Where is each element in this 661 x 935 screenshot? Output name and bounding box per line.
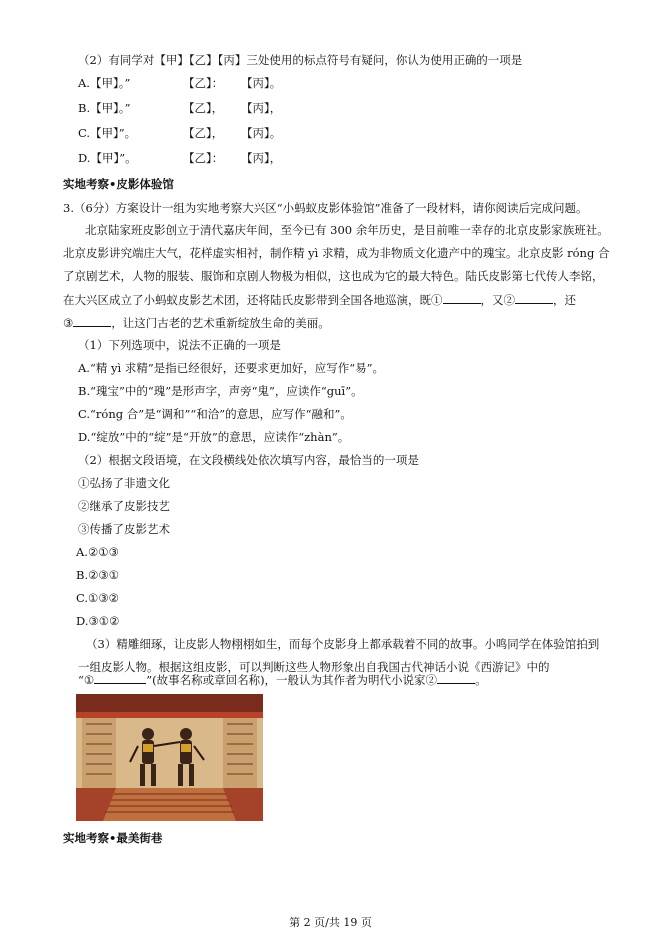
q2-a-1: A.【甲】。” — [78, 76, 131, 90]
q3-2-option-b: B.②③① — [76, 568, 120, 582]
q3-1-option-c: C.“róng 合”是“调和”“和洽”的意思，应写作“融和”。 — [78, 407, 352, 421]
q3-1-option-b: B.“瑰宝”中的“瑰”是形声字，声旁“鬼”，应读作“guī”。 — [78, 384, 363, 398]
q3-3-line-3a: “① — [78, 673, 95, 687]
shadow-puppet-illustration — [76, 694, 263, 821]
q3-2-option-d: D.③①② — [76, 614, 120, 628]
q3-2-stem: （2）根据文段语境，在文段横线处依次填写内容，最恰当的一项是 — [78, 453, 419, 467]
page-footer: 第 2 页/共 19 页 — [289, 916, 372, 929]
blank-marker-3: ③ — [63, 316, 74, 330]
q2-b-2: 【乙】， — [183, 101, 224, 115]
passage-end: ，还 — [553, 293, 576, 307]
q3-2-item-3: ③传播了皮影艺术 — [78, 522, 170, 536]
section-title-shadow-puppet: 实地考察•皮影体验馆 — [63, 177, 174, 191]
q2-d-2: 【乙】： — [183, 151, 224, 165]
q2-d-3: 【丙】， — [241, 151, 282, 165]
passage-line-2: 北京皮影讲究端庄大气，花样虚实相衬，制作精 yì 求精，成为非物质文化遗产中的瑰宝。北京皮影 róng 合 — [63, 246, 610, 260]
q3-1-option-d: D.“绽放”中的“绽”是“开放”的意思，应读作“zhàn”。 — [78, 430, 350, 444]
blank-marker-1: ① — [431, 293, 443, 307]
shadow-puppet-photo — [76, 694, 263, 821]
q3-3-line-2: 一组皮影人物。根据这组皮影，可以判断这些人物形象出自我国古代神话小说《西游记》中的 — [78, 660, 550, 674]
section-title-street: 实地考察•最美街巷 — [63, 831, 163, 845]
q2-c-1: C.【甲】”。 — [78, 126, 137, 140]
q2-c-3: 【丙】。 — [241, 126, 282, 140]
blank-1[interactable] — [443, 292, 481, 304]
q3-1-option-a: A.“精 yì 求精”是指已经很好，还要求更加好，应写作“易”。 — [78, 361, 384, 375]
q3-3-line-1: （3）精雕细琢，让皮影人物栩栩如生，而每个皮影身上都承载着不同的故事。小鸣同学在体验馆拍到 — [86, 637, 600, 651]
q2-b-3: 【丙】， — [241, 101, 282, 115]
q3-3-line-3b: ”(故事名称或章回名称)，一般认为其作者为明代小说家② — [146, 673, 438, 687]
passage-last: ，让这门古老的艺术重新绽放生命的美丽。 — [111, 316, 330, 330]
passage-line-4-text: 在大兴区成立了小蚂蚁皮影艺术团，还将陆氏皮影带到全国各地巡演，既 — [63, 293, 431, 307]
q3-3-blank-1[interactable] — [94, 672, 146, 684]
blank-marker-2: ② — [503, 293, 515, 307]
q3-3-blank-2[interactable] — [437, 672, 475, 684]
q3-2-item-2: ②继承了皮影技艺 — [78, 499, 170, 513]
question-3-header: 3.（6分）方案设计一组为实地考察大兴区“小蚂蚁皮影体验馆”准备了一段材料，请你阅读后完成问题。 — [63, 201, 588, 215]
blank-3[interactable] — [73, 315, 111, 327]
passage-line-5 — [63, 315, 330, 331]
passage-line-4 — [63, 292, 576, 308]
q2-a-2: 【乙】： — [183, 76, 224, 90]
passage-mid: ，又 — [480, 293, 504, 307]
question-2-stem: （2）有同学对【甲】【乙】【丙】三处使用的标点符号有疑问，你认为使用正确的一项是 — [78, 53, 523, 67]
q2-d-1: D.【甲】”。 — [78, 151, 137, 165]
q3-2-option-a: A.②①③ — [76, 545, 119, 559]
q3-2-item-1: ①弘扬了非遗文化 — [78, 476, 170, 490]
q3-1-stem: （1）下列选项中，说法不正确的一项是 — [78, 338, 281, 352]
q2-b-1: B.【甲】。” — [78, 101, 131, 115]
q3-3-line-3 — [78, 672, 487, 688]
q3-3-line-3c: 。 — [475, 673, 487, 687]
passage-line-3: 了京剧艺术，人物的服装、服饰和京剧人物极为相似，这也成为它的最大特色。陆氏皮影第七代传人李铭， — [63, 269, 604, 283]
passage-line-1: 北京陆家班皮影创立于清代嘉庆年间，至今已有 300 余年历史，是目前唯一幸存的北京皮影家族班社。 — [85, 223, 609, 237]
q2-c-2: 【乙】， — [183, 126, 224, 140]
q2-a-3: 【丙】。 — [241, 76, 282, 90]
q3-2-option-c: C.①③② — [76, 591, 119, 605]
blank-2[interactable] — [515, 292, 553, 304]
